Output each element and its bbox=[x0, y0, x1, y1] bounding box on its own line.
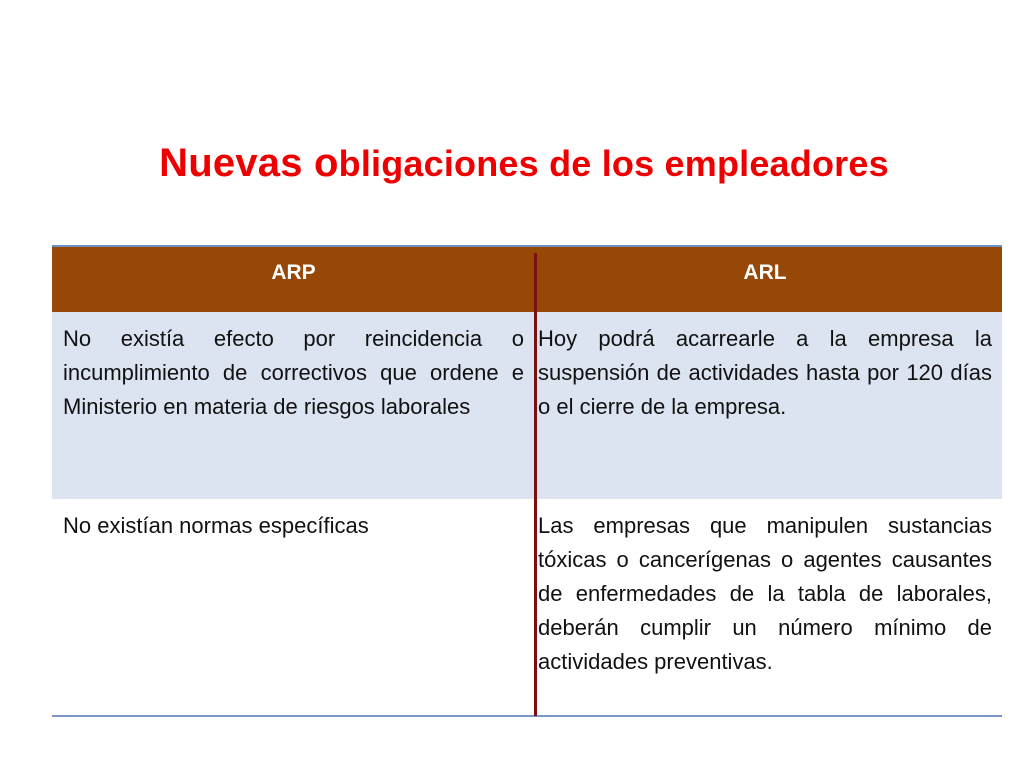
header-arl: ARL bbox=[743, 261, 787, 284]
title-lead: Nuevas o bbox=[159, 141, 339, 185]
column-divider bbox=[534, 253, 537, 716]
table-header-row bbox=[52, 245, 1002, 314]
table-cell-arp: No existía efecto por reincidencia o incumplimiento de correctivos que ordene e Ministerio en materia de riesgos laborales bbox=[63, 326, 524, 419]
title-rest: bligaciones de los empleadores bbox=[338, 143, 889, 184]
table-row bbox=[52, 499, 1002, 717]
table-cell-arl: Hoy podrá acarrearle a la empresa la suspensión de actividades hasta por 120 días o el cierre de la empresa. bbox=[538, 326, 992, 419]
slide-title bbox=[0, 138, 1024, 189]
table-cell-arl: Las empresas que manipulen sustancias tóxicas o cancerígenas o agentes causantes de enfermedades de la tabla de laborales, deberán cumplir un número mínimo de actividades preventivas. bbox=[538, 513, 992, 674]
comparison-table bbox=[52, 245, 1002, 716]
table-row bbox=[52, 312, 1002, 499]
table-cell-arp: No existían normas específicas bbox=[63, 513, 369, 538]
header-arp: ARP bbox=[271, 261, 316, 284]
